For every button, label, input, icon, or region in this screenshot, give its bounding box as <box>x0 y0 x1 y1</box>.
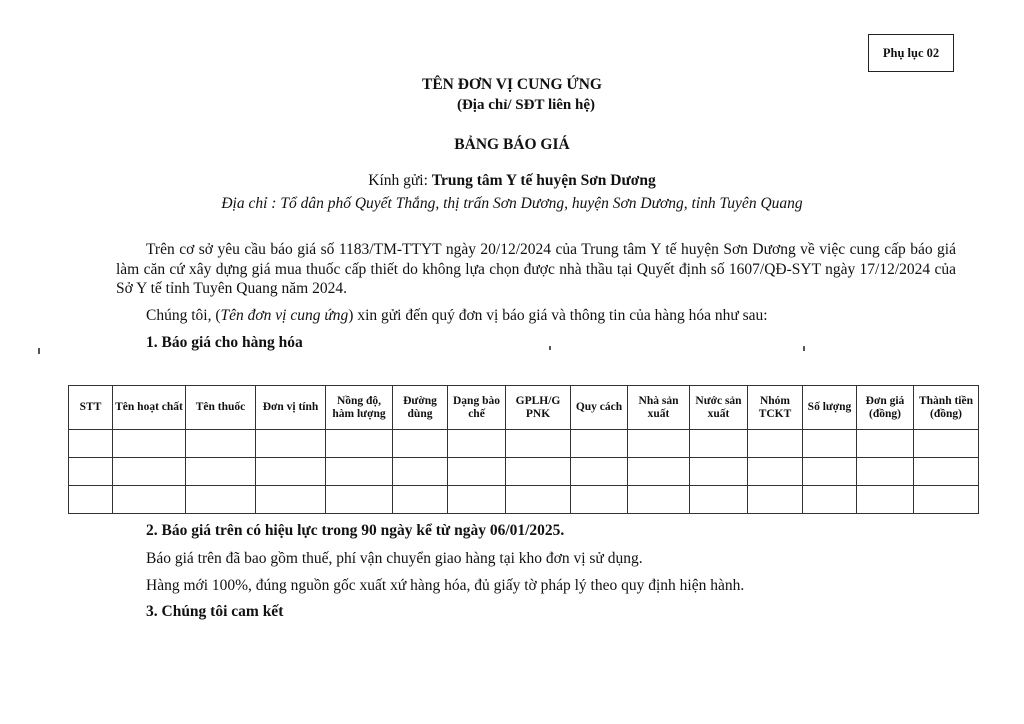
table-cell <box>914 430 979 458</box>
table-cell <box>857 486 914 514</box>
table-cell <box>256 430 326 458</box>
scan-speck <box>549 346 551 350</box>
sender-suffix: ) xin gửi đến quý đơn vị báo giá và thông tin của hàng hóa như sau: <box>348 307 768 324</box>
col-header: GPLH/G PNK <box>506 386 571 430</box>
table-cell <box>571 430 628 458</box>
section-2-heading: 2. Báo giá trên có hiệu lực trong 90 ngày kể từ ngày 06/01/2025. <box>146 522 565 539</box>
recipient-name: Trung tâm Y tế huyện Sơn Dương <box>431 172 656 189</box>
table-cell <box>448 430 506 458</box>
table-cell <box>914 486 979 514</box>
table-cell <box>186 486 256 514</box>
table-cell <box>326 458 393 486</box>
table-cell <box>69 486 113 514</box>
supplier-name-heading: TÊN ĐƠN VỊ CUNG ỨNG <box>422 76 602 93</box>
col-header: Nồng độ, hàm lượng <box>326 386 393 430</box>
col-header: Thành tiền (đồng) <box>914 386 979 430</box>
table-cell <box>628 458 690 486</box>
col-header: Đơn giá (đồng) <box>857 386 914 430</box>
table-cell <box>113 430 186 458</box>
table-cell <box>628 430 690 458</box>
quotation-table <box>68 385 979 514</box>
table-cell <box>69 430 113 458</box>
table-cell <box>803 458 857 486</box>
table-cell <box>393 430 448 458</box>
table-cell <box>506 486 571 514</box>
table-cell <box>448 458 506 486</box>
table-cell <box>326 430 393 458</box>
recipient-address: Địa chỉ : Tổ dân phố Quyết Thắng, thị trấn Sơn Dương, huyện Sơn Dương, tỉnh Tuyên Quang <box>221 195 803 212</box>
table-cell <box>628 486 690 514</box>
col-header: STT <box>69 386 113 430</box>
table-cell <box>69 458 113 486</box>
table-cell <box>803 486 857 514</box>
sender-placeholder: Tên đơn vị cung ứng <box>220 307 349 324</box>
table-cell <box>256 458 326 486</box>
table-header-row <box>69 386 979 430</box>
table-cell <box>571 486 628 514</box>
sender-prefix: Chúng tôi, ( <box>146 307 221 324</box>
section-1-heading: 1. Báo giá cho hàng hóa <box>146 334 303 351</box>
table-cell <box>690 458 748 486</box>
note-new-goods: Hàng mới 100%, đúng nguồn gốc xuất xứ hàng hóa, đủ giấy tờ pháp lý theo quy định hiện hành. <box>146 577 745 594</box>
col-header: Số lượng <box>803 386 857 430</box>
appendix-label: Phụ lục 02 <box>868 34 954 72</box>
recipient-prefix: Kính gửi: <box>368 172 432 189</box>
section-3-heading: 3. Chúng tôi cam kết <box>146 603 284 620</box>
table-cell <box>393 458 448 486</box>
scan-speck <box>38 348 40 354</box>
table-cell <box>690 430 748 458</box>
table-cell <box>748 486 803 514</box>
table-cell <box>186 458 256 486</box>
col-header: Nước sản xuất <box>690 386 748 430</box>
supplier-contact-heading: (Địa chỉ/ SĐT liên hệ) <box>456 97 596 113</box>
col-header: Dạng bào chế <box>448 386 506 430</box>
table-cell <box>113 486 186 514</box>
col-header: Đơn vị tính <box>256 386 326 430</box>
col-header: Tên hoạt chất <box>113 386 186 430</box>
sender-paragraph <box>146 306 956 326</box>
scan-speck <box>803 346 805 351</box>
col-header: Nhóm TCKT <box>748 386 803 430</box>
col-header: Nhà sản xuất <box>628 386 690 430</box>
table-cell <box>914 458 979 486</box>
table-cell <box>690 486 748 514</box>
table-cell <box>186 430 256 458</box>
table-cell <box>256 486 326 514</box>
recipient-line <box>0 172 1024 190</box>
col-header: Tên thuốc <box>186 386 256 430</box>
note-tax-shipping: Báo giá trên đã bao gồm thuế, phí vận chuyển giao hàng tại kho đơn vị sử dụng. <box>146 550 643 567</box>
table-body <box>69 430 979 514</box>
document-title: BẢNG BÁO GIÁ <box>454 136 570 153</box>
table-cell <box>748 458 803 486</box>
table-cell <box>803 430 857 458</box>
table-cell <box>448 486 506 514</box>
table-cell <box>393 486 448 514</box>
table-cell <box>113 458 186 486</box>
table-cell <box>857 430 914 458</box>
table-cell <box>326 486 393 514</box>
intro-paragraph: Trên cơ sở yêu cầu báo giá số 1183/TM-TTYT ngày 20/12/2024 của Trung tâm Y tế huyện Sơn Dương về việc cung cấp báo giá làm căn cứ xây dựng giá mua thuốc cấp thiết do không lựa chọn được nhà thầu tại Quyết định số 1607/QĐ-SYT ngày 17/12/2024 của Sở Y tế tỉnh Tuyên Quang năm 2024. <box>116 241 956 297</box>
col-header: Đường dùng <box>393 386 448 430</box>
table-row <box>69 486 979 514</box>
table-row <box>69 430 979 458</box>
table-cell <box>506 458 571 486</box>
table-cell <box>506 430 571 458</box>
table-cell <box>857 458 914 486</box>
table-cell <box>748 430 803 458</box>
col-header: Quy cách <box>571 386 628 430</box>
table-cell <box>571 458 628 486</box>
table-row <box>69 458 979 486</box>
